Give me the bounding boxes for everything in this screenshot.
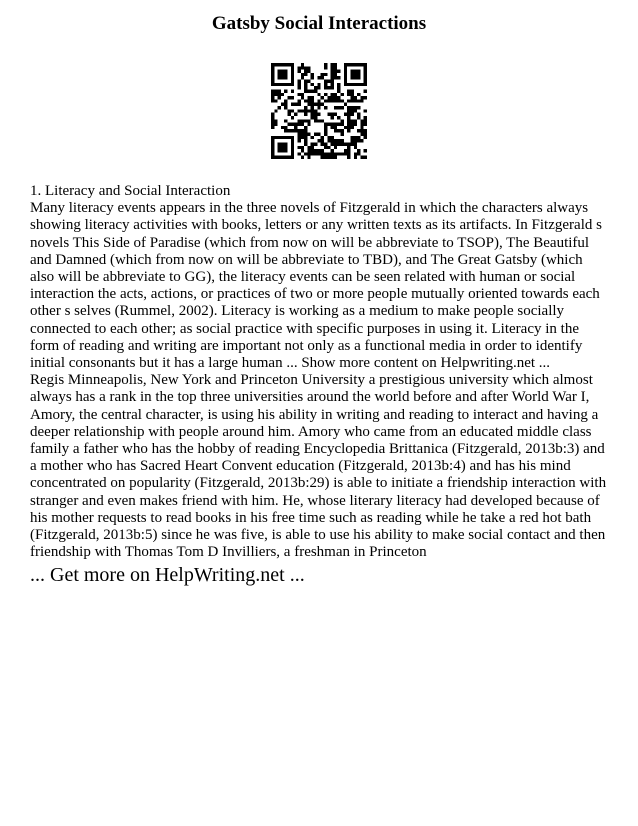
get-more-link[interactable]: ... Get more on HelpWriting.net ...	[30, 564, 305, 586]
paragraph-1: Many literacy events appears in the three novels of Fitzgerald in which the characters always showing literacy activities with books, letters or any written texts as its artifacts. In Fitzgerald s novels This Side of Paradise (which from now on will be abbreviate to TSOP), The Beautiful and Damned (which from now on will be abbreviate to TBD), and The Great Gatsby (which also will be abbreviate to GG), the literacy events can be seen related with human or social interaction the acts, actions, or practices of two or more people mutually oriented towards each other s selves (Rummel, 2002). Literacy is working as a medium to make people socially connected to each other; as social practice with specific purposes in using it. Literacy in the form of reading and writing are important not only as a functional media in order to identify initial consonants but it has a large human ... Show more content on Helpwriting.net ...	[30, 200, 602, 372]
qr-code-icon	[271, 63, 367, 159]
paragraph-2: Regis Minneapolis, New York and Princeton University a prestigious university which almost always has a rank in the top three universities around the world before and after World War I, Amory, the central character, is using his ability in writing and reading to interact and having a deeper relationship with people around him. Amory who came from an educated middle class family a father who has the hobby of reading Encyclopedia Brittanica (Fitzgerald, 2013b:3) and a mother who has Sacred Heart Convent education (Fitzgerald, 2013b:4) and has his mind concentrated on popularity (Fitzgerald, 2013b:29) is able to initiate a friendship interaction with stranger and even makes friend with him. He, whose literary literacy had developed because of his mother requests to read books in his free time such as reading while he take a red hot bath (Fitzgerald, 2013b:5) since he was five, is able to use his ability to make social contact and then friendship with Thomas Tom D Invilliers, a freshman in Princeton	[30, 372, 607, 561]
document-body	[30, 183, 610, 561]
page-title: Gatsby Social Interactions	[211, 13, 427, 34]
section-heading: 1. Literacy and Social Interaction	[30, 183, 231, 199]
